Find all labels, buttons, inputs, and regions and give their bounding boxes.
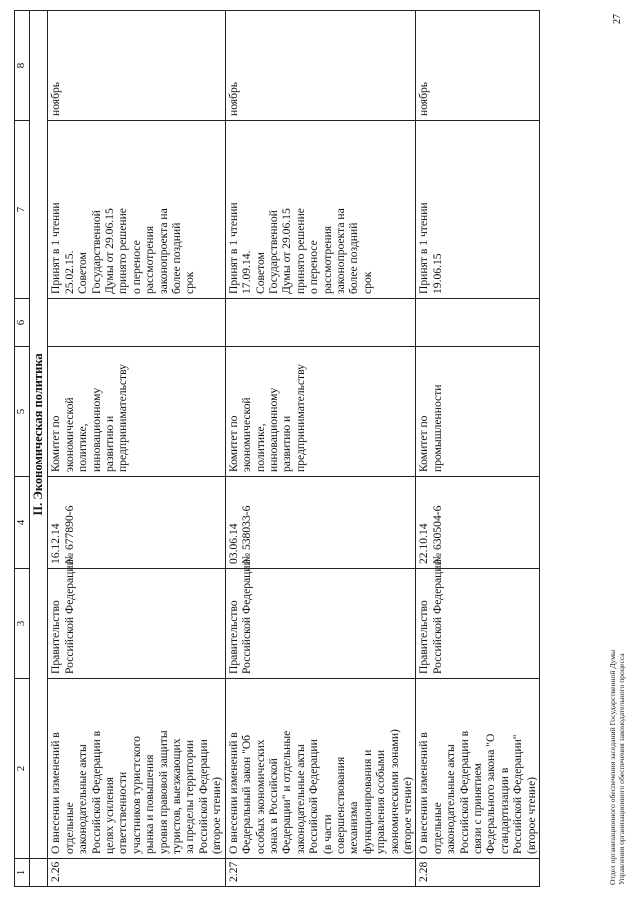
- bill-title-line: стандартизации в: [497, 767, 511, 854]
- bill-author: [48, 559, 225, 679]
- bill-title-line: Федеральный закон "Об: [240, 734, 254, 854]
- responsible-committee: [225, 347, 416, 477]
- status-line: рассмотрения: [320, 225, 334, 294]
- responsible-committee: [416, 347, 540, 477]
- status-line: Думы от 29.06.15: [280, 208, 294, 294]
- bill-row: [225, 11, 416, 887]
- footer: [608, 650, 626, 885]
- bill-title-line: связи с принятием: [471, 762, 484, 854]
- responsible-committee-line: развитию и: [103, 415, 117, 472]
- bill-title-line: механизма: [347, 801, 361, 854]
- month: ноябрь: [416, 11, 540, 121]
- responsible-committee-line: экономической: [62, 397, 76, 472]
- footer-line: Управления организационного обеспечения законодательного процесса: [617, 653, 626, 885]
- column-number: 8: [15, 11, 30, 121]
- bill-title-line: совершенствования: [333, 756, 347, 854]
- section-title: II. Экономическая политика: [30, 11, 48, 859]
- column-number: 3: [15, 569, 30, 679]
- responsible-committee-line: Комитет по: [417, 415, 431, 472]
- registration-line: № 630504-6: [430, 505, 444, 564]
- column-number: 7: [15, 121, 30, 299]
- status-line: Советом: [76, 252, 90, 294]
- page-number: 27: [612, 14, 623, 24]
- status-line: срок: [183, 271, 197, 294]
- row-number: 2.26: [48, 859, 225, 887]
- footer-line: Отдел организационного обеспечения заседаний Государственной Думы: [608, 649, 617, 885]
- status-line: рассмотрения: [143, 225, 157, 294]
- bill-author: [416, 559, 540, 679]
- bill-title: [225, 679, 416, 859]
- bill-title-line: зонах в Российской: [266, 758, 280, 854]
- registration-line: 22.10.14: [417, 523, 431, 564]
- month: ноябрь: [48, 11, 225, 121]
- bill-title-line: законодательные акты: [293, 744, 307, 854]
- status-line: Советом: [253, 252, 267, 294]
- bill-row: [48, 11, 225, 887]
- responsible-committee: [48, 347, 225, 477]
- bill-author-line: Правительство: [417, 600, 431, 674]
- bill-title-line: Российской Федерации: [307, 739, 321, 854]
- status-line: принято решение: [116, 208, 130, 294]
- bill-title-line: функционирования и: [360, 749, 374, 854]
- responsible-committee-line: инновационному: [266, 387, 280, 472]
- bill-title-line: Федерального закона "О: [484, 733, 498, 854]
- bill-title-line: отдельные: [62, 802, 76, 854]
- status: [48, 121, 225, 299]
- plan-table: [14, 10, 540, 887]
- bill-title-line: О внесении изменений в: [226, 732, 240, 854]
- responsible-committee-line: политике,: [76, 423, 90, 472]
- status-line: 25.02.15.: [62, 250, 76, 294]
- responsible-committee-line: предпринимательству: [293, 364, 307, 472]
- bill-title-line: Российской Федерации": [511, 734, 525, 854]
- bill-title-line: законодательные акты: [444, 744, 458, 854]
- bill-title-line: О внесении изменений в: [417, 732, 431, 854]
- bill-title-line: отдельные: [430, 802, 444, 854]
- column-number-row: [15, 11, 30, 887]
- column-number: 6: [15, 299, 30, 347]
- column-number: 2: [15, 679, 30, 859]
- column-number: 1: [15, 859, 30, 887]
- registration-line: 16.12.14: [49, 523, 63, 564]
- responsible-committee-line: инновационному: [89, 387, 103, 472]
- bill-title-line: (в части: [320, 814, 334, 854]
- row-number: 2.27: [225, 859, 416, 887]
- bill-title-line: законодательные акты: [76, 744, 90, 854]
- bill-title-line: уровня правовой защиты: [156, 730, 170, 854]
- bill-title-line: туристов, выезжающих: [170, 738, 184, 854]
- status-line: законопроекта на: [333, 208, 347, 294]
- bill-title-line: (второе чтение): [524, 777, 538, 854]
- bill-title: [416, 679, 540, 859]
- column-6: [48, 299, 225, 347]
- status-line: 19.06.15: [430, 253, 444, 294]
- status-line: о переносе: [129, 240, 143, 294]
- responsible-committee-line: предпринимательству: [116, 364, 130, 472]
- bill-title-line: экономическими зонами): [387, 729, 401, 854]
- bill-author: [225, 559, 416, 679]
- status-line: Принят в 1 чтении: [417, 202, 431, 294]
- responsible-committee-line: Комитет по: [49, 415, 63, 472]
- status-line: более поздний: [170, 222, 184, 294]
- bill-title-line: рынка и повышения: [143, 754, 157, 854]
- bill-row: [416, 11, 540, 887]
- registration: [416, 477, 540, 569]
- bill-author-line: Российской Федерации: [240, 559, 254, 674]
- status-line: Государственной: [89, 210, 103, 294]
- registration: [48, 477, 225, 569]
- responsible-committee-line: развитию и: [280, 415, 294, 472]
- bill-title: [48, 679, 225, 859]
- responsible-committee-line: экономической: [240, 397, 254, 472]
- bill-title-line: Российской Федерации: [196, 739, 210, 854]
- status-line: законопроекта на: [156, 208, 170, 294]
- bill-title-line: за пределы территории: [183, 739, 197, 854]
- status-line: более поздний: [347, 222, 361, 294]
- bill-title-line: Российской Федерации в: [457, 730, 471, 854]
- status-line: Принят в 1 чтении: [49, 202, 63, 294]
- status-line: Думы от 29.06.15: [103, 208, 117, 294]
- responsible-committee-line: промышленности: [430, 384, 444, 472]
- status-line: 17.09.14.: [240, 250, 254, 294]
- section-row: [30, 11, 48, 887]
- column-number: 5: [15, 347, 30, 477]
- responsible-committee-line: политике,: [253, 423, 267, 472]
- status-line: Государственной: [266, 210, 280, 294]
- registration-line: № 538033-6: [240, 505, 254, 564]
- row-number: 2.28: [416, 859, 540, 887]
- bill-title-line: участников туристского: [129, 736, 143, 854]
- registration: [225, 477, 416, 569]
- status-line: срок: [360, 271, 374, 294]
- bill-author-line: Российской Федерации: [430, 559, 444, 674]
- bill-author-line: Правительство: [226, 600, 240, 674]
- bill-title-line: целях усиления: [103, 777, 117, 854]
- column-number: 4: [15, 477, 30, 569]
- status-line: о переносе: [307, 240, 321, 294]
- column-6: [225, 299, 416, 347]
- bill-author-line: Правительство: [49, 600, 63, 674]
- registration-line: № 677890-6: [62, 505, 76, 564]
- bill-title-line: Федерации" и отдельные: [280, 730, 294, 854]
- bill-title-line: ответственности: [116, 771, 130, 854]
- bill-title-line: управления особыми: [374, 749, 388, 854]
- month: ноябрь: [225, 11, 416, 121]
- column-6: [416, 299, 540, 347]
- status: [416, 121, 540, 299]
- bill-title-line: (второе чтение): [400, 777, 414, 854]
- status: [225, 121, 416, 299]
- bill-title-line: О внесении изменений в: [49, 732, 63, 854]
- bill-title-line: особых экономических: [253, 739, 267, 854]
- bill-author-line: Российской Федерации: [62, 559, 76, 674]
- bill-title-line: (второе чтение): [210, 777, 224, 854]
- registration-line: 03.06.14: [226, 523, 240, 564]
- bill-title-line: Российской Федерации в: [89, 730, 103, 854]
- responsible-committee-line: Комитет по: [226, 415, 240, 472]
- status-line: Принят в 1 чтении: [226, 202, 240, 294]
- status-line: принято решение: [293, 208, 307, 294]
- bill-rows: [48, 11, 540, 887]
